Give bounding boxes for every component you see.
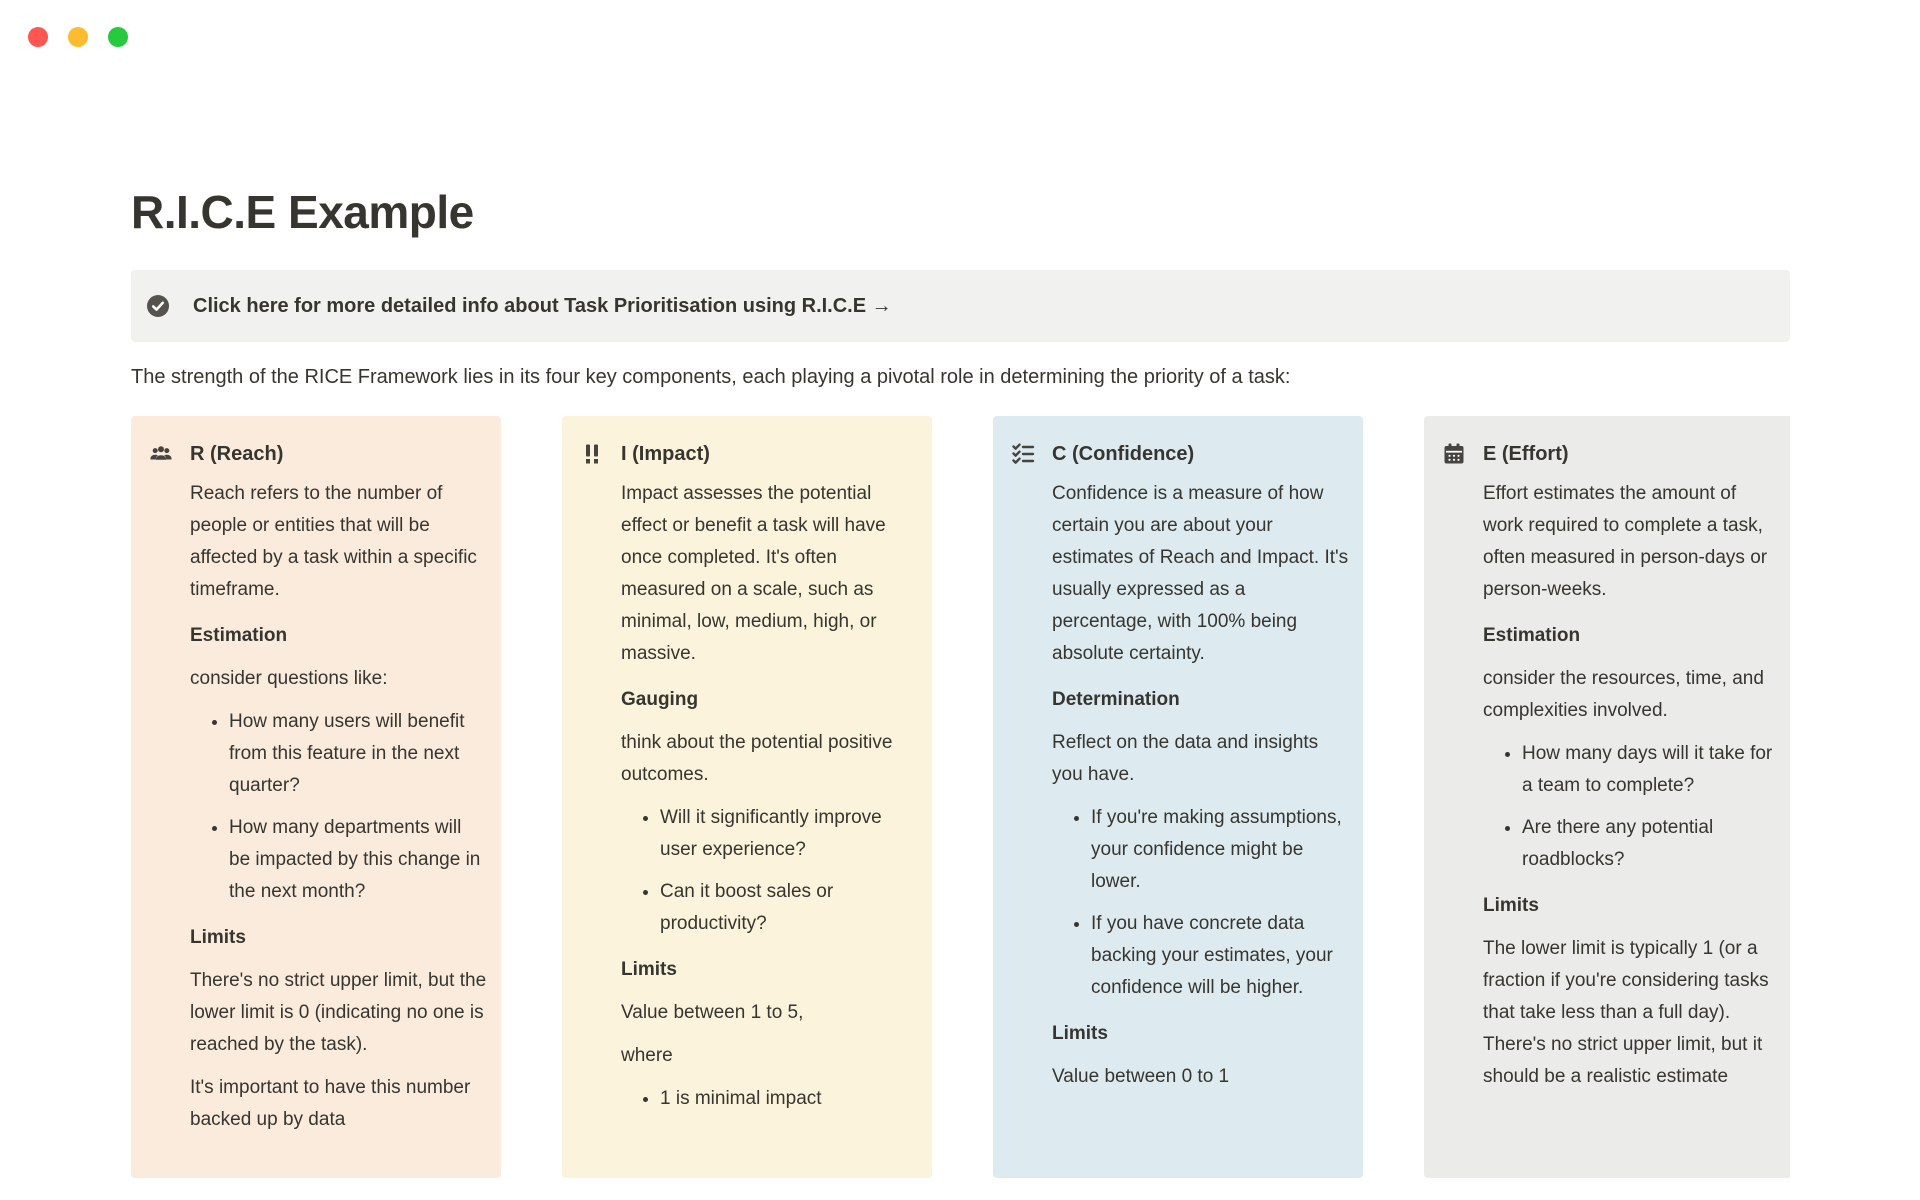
paragraph: where	[621, 1045, 673, 1067]
sub-heading: Limits	[1483, 895, 1539, 917]
bulleted-list	[190, 706, 487, 908]
paragraph: Impact assesses the potential effect or benefit a task will have once completed. It's often measured on a scale, such as minimal, low, medium, high, or massive.	[621, 483, 886, 665]
zoom-button[interactable]	[108, 27, 128, 47]
sub-heading: Limits	[190, 927, 246, 949]
paragraph: It's important to have this number backed up by data	[190, 1077, 471, 1131]
paragraph: Confidence is a measure of how certain you are about your estimates of Reach and Impact. It's usually expressed as a percentage, with 100% being absolute certainty.	[1052, 483, 1349, 665]
checklist-icon	[1011, 442, 1035, 466]
paragraph: Reflect on the data and insights you have.	[1052, 732, 1319, 786]
bulleted-list	[621, 802, 918, 940]
paragraph: consider questions like:	[190, 668, 388, 690]
card-body	[1483, 478, 1780, 1093]
intro-paragraph: The strength of the RICE Framework lies in its four key components, each playing a pivotal role in determining the priority of a task:	[131, 366, 1291, 389]
sub-heading: Estimation	[190, 625, 288, 647]
paragraph: Value between 1 to 5,	[621, 1002, 804, 1024]
paragraph: consider the resources, time, and complexities involved.	[1483, 668, 1764, 722]
card-effort	[1424, 416, 1790, 1178]
card-title: C (Confidence)	[1052, 442, 1195, 465]
card-confidence	[993, 416, 1363, 1178]
card-body	[190, 478, 487, 1136]
list-item: • Can it boost sales or productivity?	[660, 876, 918, 940]
bulleted-list	[1052, 802, 1349, 1004]
list-item: • Will it significantly improve user experience?	[660, 802, 918, 866]
card-header	[149, 442, 487, 466]
minimize-button[interactable]	[68, 27, 88, 47]
page-title: R.I.C.E Example	[131, 186, 474, 238]
double-exclamation-icon	[580, 442, 604, 466]
list-item: • How many users will benefit from this feature in the next quarter?	[229, 706, 487, 802]
list-item: • How many departments will be impacted by this change in the next month?	[229, 812, 487, 908]
sub-heading: Limits	[1052, 1023, 1108, 1045]
card-title: E (Effort)	[1483, 442, 1569, 465]
card-title: R (Reach)	[190, 442, 284, 465]
paragraph: Value between 0 to 1	[1052, 1066, 1230, 1088]
sub-heading: Estimation	[1483, 625, 1581, 647]
paragraph: think about the potential positive outcomes.	[621, 732, 893, 786]
sub-heading: Limits	[621, 959, 677, 981]
card-body	[621, 478, 918, 1115]
bulleted-list	[621, 1083, 918, 1115]
card-reach	[131, 416, 501, 1178]
list-item: • 1 is minimal impact	[660, 1083, 918, 1115]
card-header	[580, 442, 918, 466]
check-circle-icon	[147, 295, 169, 317]
bulleted-list	[1483, 738, 1780, 876]
callout-banner[interactable]	[131, 270, 1790, 342]
window-titlebar	[28, 27, 128, 47]
card-header	[1011, 442, 1349, 466]
cards-row	[131, 416, 1790, 1178]
paragraph: There's no strict upper limit, but the lower limit is 0 (indicating no one is reached by the task).	[190, 970, 487, 1056]
list-item: • Are there any potential roadblocks?	[1522, 812, 1780, 876]
card-header	[1442, 442, 1780, 466]
card-impact	[562, 416, 932, 1178]
people-icon	[149, 442, 173, 466]
calendar-icon	[1442, 442, 1466, 466]
card-title: I (Impact)	[621, 442, 710, 465]
paragraph: The lower limit is typically 1 (or a fraction if you're considering tasks that take less than a full day). There's no strict upper limit, but it should be a realistic estimate	[1483, 938, 1769, 1088]
list-item: • How many days will it take for a team to complete?	[1522, 738, 1780, 802]
list-item: • If you have concrete data backing your estimates, your confidence will be higher.	[1091, 908, 1349, 1004]
callout-text: Click here for more detailed info about Task Prioritisation using R.I.C.E →	[193, 294, 892, 317]
sub-heading: Gauging	[621, 689, 699, 711]
sub-heading: Determination	[1052, 689, 1180, 711]
paragraph: Effort estimates the amount of work required to complete a task, often measured in person-days or person-weeks.	[1483, 483, 1768, 601]
close-button[interactable]	[28, 27, 48, 47]
list-item: • If you're making assumptions, your confidence might be lower.	[1091, 802, 1349, 898]
card-body	[1052, 478, 1349, 1093]
paragraph: Reach refers to the number of people or entities that will be affected by a task within a specific timeframe.	[190, 483, 477, 601]
